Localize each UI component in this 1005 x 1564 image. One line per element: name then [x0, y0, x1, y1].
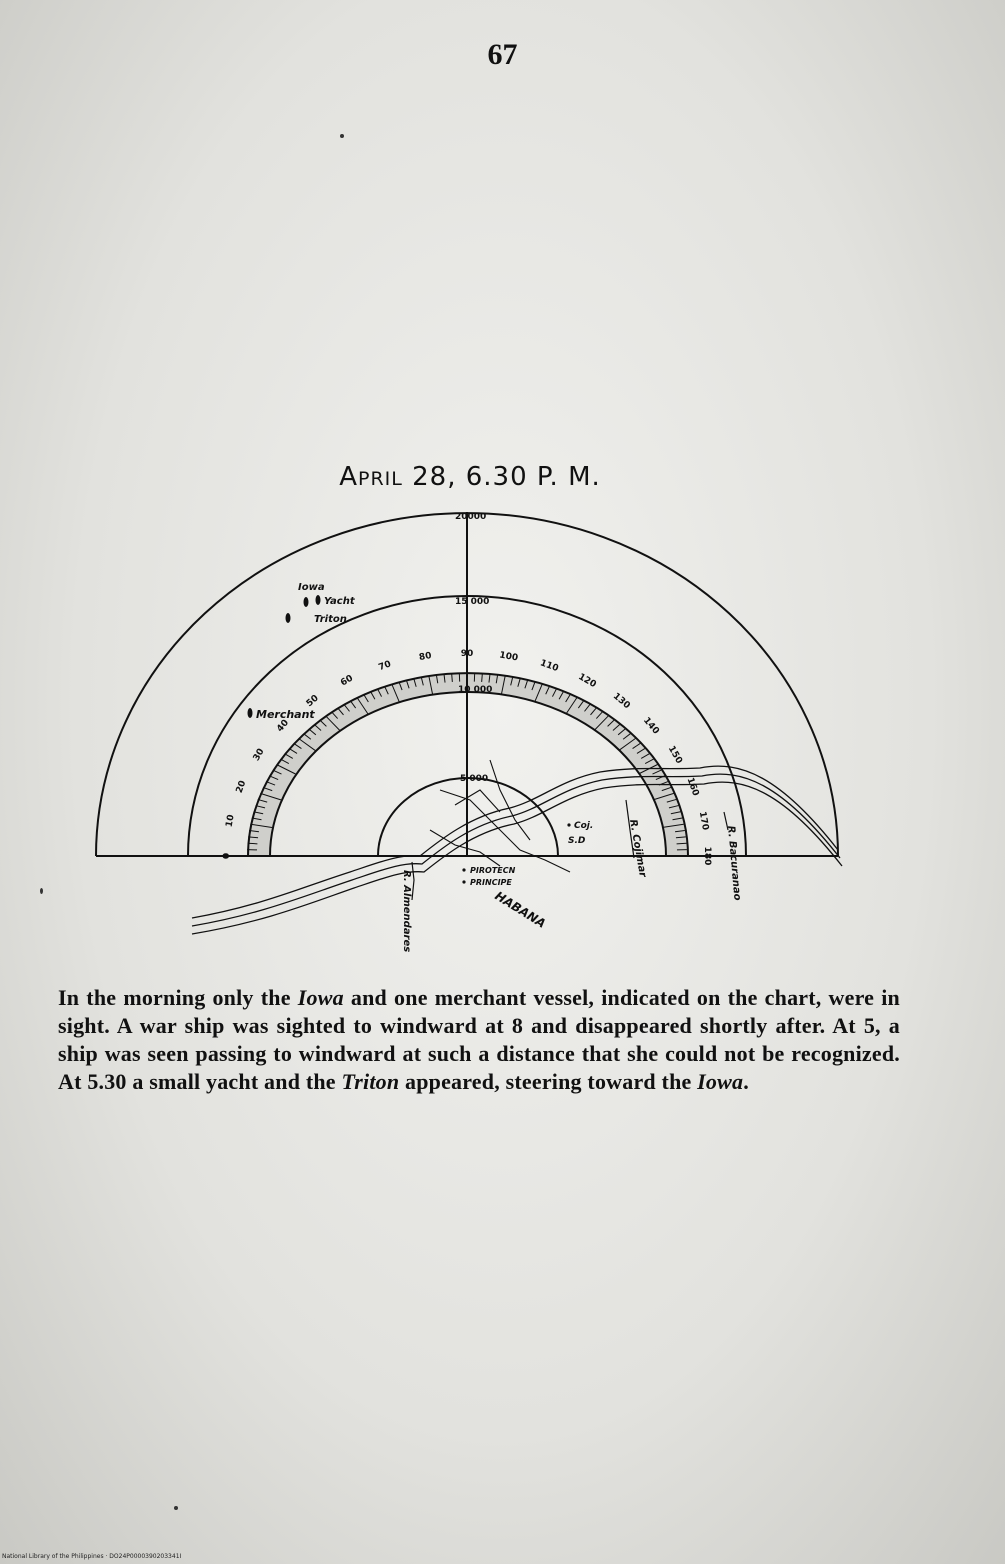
bearing-tick: [248, 843, 258, 844]
bearing-label: 20: [234, 779, 249, 795]
bearing-label: 90: [460, 649, 474, 659]
bearing-label: 130: [610, 691, 632, 712]
bearing-label: 30: [251, 747, 267, 763]
bearing-label: 140: [640, 715, 661, 737]
ship-name-iowa: Iowa: [697, 1069, 744, 1094]
bearing-label: 100: [498, 650, 519, 664]
chart-title: APRIL 28, 6.30 P. M.: [339, 462, 601, 492]
bearing-label: 80: [418, 651, 433, 664]
vessel-label-yacht: Yacht: [324, 596, 355, 607]
place-label-sd: S.D: [568, 836, 586, 846]
bearing-tick: [482, 673, 483, 682]
bearing-tick: [452, 673, 453, 682]
place-label-almendares: R. Almendares: [401, 870, 412, 953]
bearing-label: 160: [684, 776, 701, 798]
place-label-coj: Coj.: [574, 821, 594, 831]
vessel-label-iowa: Iowa: [298, 582, 325, 593]
merchant-marker: [248, 708, 253, 718]
range-label-15000: 15 000: [455, 597, 490, 607]
triton-marker: [286, 613, 291, 623]
range-label-5000: 5 000: [460, 774, 489, 784]
place-label-habana: HABANA: [492, 888, 549, 931]
bearing-label: 0: [222, 852, 232, 860]
place-label-pirotecnia: PIROTECN: [470, 866, 516, 875]
bearing-tick: [677, 843, 687, 844]
place-label-cojimar: R. Cojimar: [627, 818, 649, 878]
range-label-20000: 20000: [455, 512, 487, 522]
ship-name-triton: Triton: [341, 1069, 400, 1094]
bearing-label: 150: [665, 744, 684, 766]
bearing-label: 10: [224, 813, 237, 828]
bearing-label: 40: [275, 718, 292, 735]
bearing-label: 60: [339, 673, 355, 689]
bearing-label: 70: [377, 659, 393, 674]
bearing-label: 110: [538, 658, 560, 675]
place-label-principe: PRINCIPE: [470, 878, 512, 887]
page-blemish: [40, 888, 43, 894]
vessel-label-merchant: Merchant: [256, 708, 315, 721]
bearing-label: 120: [576, 672, 598, 691]
place-label-bacuranao: R. Bacuranao: [725, 825, 743, 901]
page-number: 67: [487, 38, 518, 71]
vessel-label-triton: Triton: [314, 614, 347, 625]
bearing-label: 180: [702, 846, 712, 866]
page-blemish: [340, 134, 344, 138]
footer-credit: National Library of the Philippines · DO24P0000390203341I: [2, 1553, 182, 1560]
range-label-10000: 10 000: [458, 685, 493, 695]
iowa-marker: [304, 597, 309, 607]
bearing-label: 50: [304, 693, 321, 710]
bearing-label: 170: [696, 810, 710, 832]
narrative-paragraph: In the morning only the Iowa and one merchant vessel, indicated on the chart, were in sight. A war ship was sighted to windward at 8 and disappeared shortly after. At 5, a ship was seen passing to windward at such a distance that she could not be recognized. At 5.30 a small yacht and the Triton appeared, steering toward the Iowa.: [58, 985, 900, 1094]
page-blemish: [174, 1506, 178, 1510]
ship-name-iowa: Iowa: [297, 985, 344, 1010]
yacht-marker: [316, 595, 321, 605]
